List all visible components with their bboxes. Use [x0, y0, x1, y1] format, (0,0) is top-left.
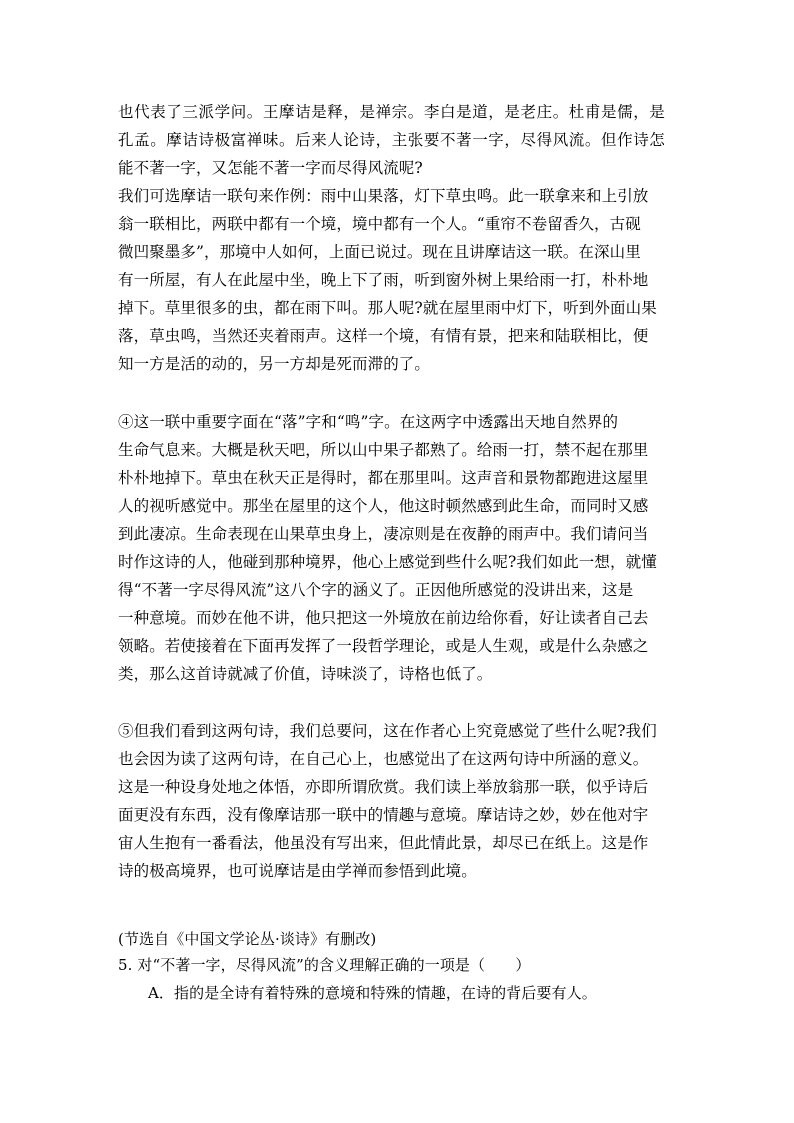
paragraph-1-line-1: 也代表了三派学问。王摩诘是释，是禅宗。李白是道，是老庄。杜甫是儒，是	[118, 103, 666, 121]
paragraph-2-line-1: 我们可选摩诘一联句来作例：雨中山果落，灯下草虫鸣。此一联拿来和上引放	[118, 187, 649, 205]
paragraph-4-line-1: ⑤但我们看到这两句诗，我们总要问，这在作者心上究竟感觉了些什么呢?我们	[118, 722, 657, 740]
paragraph-3-line-1: ④这一联中重要字面在“落”字和“鸣”字。在这两字中透露出天地自然界的	[118, 413, 619, 431]
paragraph-3-line-4: 人的视听感觉中。那坐在屋里的这个人，他这时顿然感到此生命，而同时又感	[118, 497, 649, 515]
paragraph-1-line-2: 孔孟。摩诘诗极富禅味。后来人论诗，主张要不著一字，尽得风流。但作诗怎	[118, 131, 666, 149]
paragraph-2-line-2: 翁一联相比，两联中都有一个境，境中都有一个人。“重帘不卷留香久，古砚	[118, 215, 641, 233]
paragraph-3-line-2: 生命气息来。大概是秋天吧，所以山中果子都熟了。给雨一打，禁不起在那里	[118, 441, 649, 459]
paragraph-4-line-4: 面更没有东西，没有像摩诘那一联中的情趣与意境。摩诘诗之妙，妙在他对宇	[118, 806, 649, 824]
paragraph-2-line-7: 知一方是活的动的，另一方却是死而滞的了。	[118, 355, 431, 373]
question-5-stem: 5. 对“不著一字，尽得风流”的含义理解正确的一项是（ ）	[118, 956, 531, 974]
paragraph-3-line-5: 到此凄凉。生命表现在山果草虫身上，凄凉则是在夜静的雨声中。我们请问当	[118, 525, 649, 543]
source-citation: (节选自《中国文学论丛·谈诗》有删改)	[118, 930, 377, 948]
paragraph-3-line-10: 类，那么这首诗就减了价值，诗味淡了，诗格也低了。	[118, 665, 493, 683]
paragraph-3-line-8: 一种意境。而妙在他不讲，他只把这一外境放在前边给你看，好让读者自己去	[118, 609, 649, 627]
paragraph-2-line-5: 掉下。草里很多的虫，都在雨下叫。那人呢?就在屋里雨中灯下，听到外面山果	[118, 299, 657, 317]
paragraph-2-line-6: 落，草虫鸣，当然还夹着雨声。这样一个境，有情有景，把来和陆联相比，便	[118, 327, 649, 345]
paragraph-2-line-4: 有一所屋，有人在此屋中坐，晚上下了雨，听到窗外树上果给雨一打，朴朴地	[118, 271, 649, 289]
paragraph-4-line-2: 也会因为读了这两句诗，在自己心上，也感觉出了在这两句诗中所涵的意义。	[118, 750, 649, 768]
paragraph-3-line-7: 得“不著一字尽得风流”这八个字的涵义了。正因他所感觉的没讲出来，这是	[118, 581, 634, 599]
paragraph-3-line-9: 领略。若使接着在下面再发挥了一段哲学理论，或是人生观，或是什么杂感之	[118, 637, 649, 655]
paragraph-2-line-3: 微凹聚墨多”，那境中人如何，上面已说过。现在且讲摩诘这一联。在深山里	[118, 243, 641, 261]
question-5-option-a: A．指的是全诗有着特殊的意境和特殊的情趣，在诗的背后要有人。	[148, 984, 597, 1002]
paragraph-4-line-5: 宙人生抱有一番看法，他虽没有写出来，但此情此景，却尽已在纸上。这是作	[118, 834, 649, 852]
paragraph-4-line-6: 诗的极高境界，也可说摩诘是由学禅而参悟到此境。	[118, 862, 477, 880]
paragraph-4-line-3: 这是一种设身处地之体悟，亦即所谓欣赏。我们读上举放翁那一联，似乎诗后	[118, 778, 649, 796]
paragraph-3-line-6: 时作这诗的人，他碰到那种境界，他心上感觉到些什么呢?我们如此一想，就懂	[118, 553, 657, 571]
paragraph-3-line-3: 朴朴地掉下。草虫在秋天正是得时，都在那里叫。这声音和景物都跑进这屋里	[118, 469, 649, 487]
paragraph-1-line-3: 能不著一字，又怎能不著一字而尽得风流呢?	[118, 159, 423, 177]
